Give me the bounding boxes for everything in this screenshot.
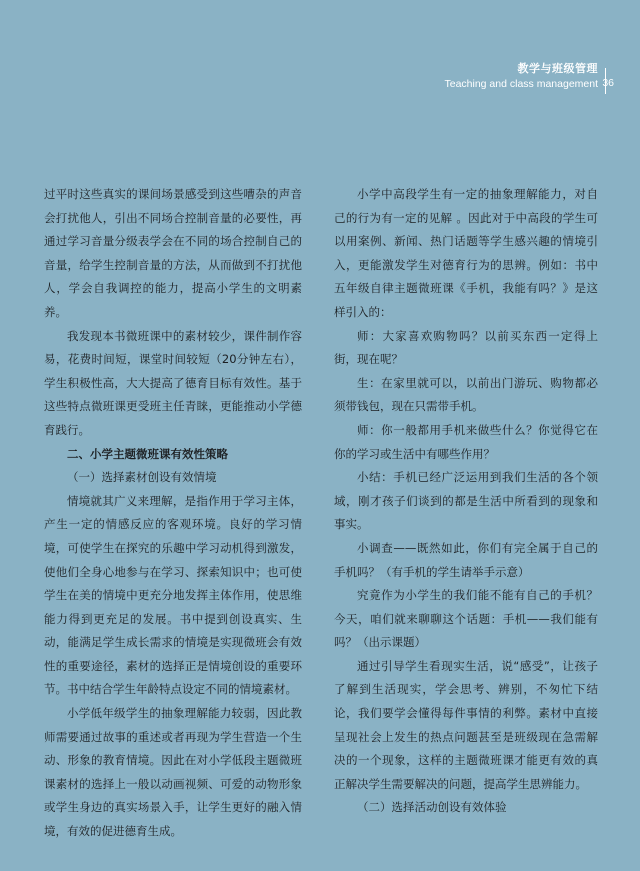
dialogue-line: 生：在家里就可以，以前出门游玩、购物都必须带钱包，现在只需带手机。 [334, 375, 598, 414]
subsection-heading: （一）选择素材创设有效情境 [67, 470, 217, 485]
section-title-cn: 教学与班级管理 [517, 62, 598, 75]
paragraph: 小学低年级学生的抽象理解能力较弱，因此教师需要通过故事的重述或者再现为学生营造一个生动、形象的教育情境。因此在对小学低段主题微班课素材的选择上一般以动画视频、可爱的动物形象或学生身边的真实场景入手，让学生更好的融入情境，有效的促进德育生成。 [44, 706, 302, 839]
paragraph: 过平时这些真实的课间场景感受到这些嘈杂的声音会打扰他人，引出不同场合控制音量的必要性，再通过学习音量分级表学会在不同的场合控制自己的音量，给学生控制音量的方法，从而做到不打扰他人，学会自我调控的能力，提高小学生的文明素养。 [44, 187, 302, 319]
section-title-en: Teaching and class management [444, 78, 598, 90]
dialogue-line: 师：大家喜欢购物吗？以前买东西一定得上街，现在呢？ [334, 328, 598, 367]
paragraph: 小调查——既然如此，你们有完全属于自己的手机吗？（有手机的学生请举手示意） [334, 540, 598, 579]
paragraph: 小结：手机已经广泛运用到我们生活的各个领域，刚才孩子们谈到的都是生活中所看到的现象和事实。 [334, 470, 598, 532]
paragraph: 小学中高段学生有一定的抽象理解能力，对自己的行为有一定的见解 。因此对于中高段的学生可以用案例、新闻、热门话题等学生感兴趣的情境引入，更能激发学生对德育行为的思辨。例如：书中五年级自律主题微班课《手机，我能有吗？》是这样引入的： [334, 187, 598, 319]
paragraph: 情境就其广义来理解，是指作用于学习主体，产生一定的情感反应的客观环境。良好的学习情境，可使学生在探究的乐趣中学习动机得到激发，使他们全身心地参与在学习、探索知识中；也可使学生在美的情境中更充分地发挥主体作用，使思维能力得到更充足的发展。书中提到创设真实、生动，能满足学生成长需求的情境是实现微班会有效性的重要途径，素材的选择正是情境创设的重要环节。书中结合学生年龄特点设定不同的情境素材。 [44, 493, 302, 697]
subsection-heading: （二）选择活动创设有效体验 [357, 800, 507, 815]
right-column [334, 183, 598, 820]
paragraph: 通过引导学生看现实生活，说“感受”，让孩子了解到生活现实，学会思考、辨别，不匆忙下结论，我们要学会懂得每件事情的利弊。素材中直接呈现社会上发生的热点问题甚至是班级现在急需解决的一个现象，这样的主题微班课才能更有效的真正解决学生需要解决的问题，提高学生思辨能力。 [334, 658, 598, 791]
paragraph: 我发现本书微班课中的素材较少，课件制作容易，花费时间短，课堂时间较短（20分钟左右），学生积极性高，大大提高了德育目标有效性。基于这些特点微班课更受班主任青睐，更能推动小学德育践行。 [44, 328, 302, 437]
page-number: 36 [602, 77, 614, 89]
paragraph: 究竟作为小学生的我们能不能有自己的手机？今天，咱们就来聊聊这个话题：手机——我们能有吗？（出示课题） [334, 588, 598, 650]
left-column [44, 183, 302, 844]
running-header [444, 62, 598, 91]
section-heading: 二、小学主题微班课有效性策略 [67, 446, 228, 461]
dialogue-line: 师：你一般都用手机来做些什么？你觉得它在你的学习或生活中有哪些作用？ [334, 422, 598, 461]
